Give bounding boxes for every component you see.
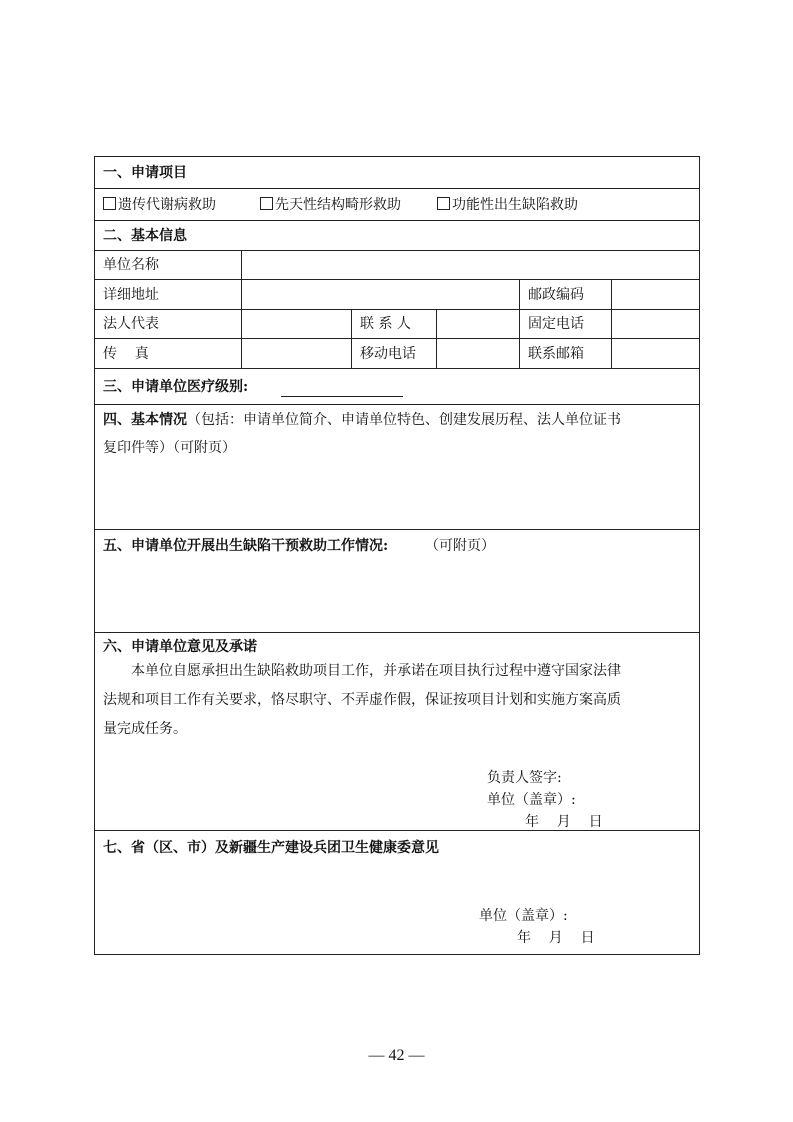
section1-options-row — [95, 189, 699, 221]
unit-name-label: 单位名称 — [103, 257, 159, 273]
postcode-label: 邮政编码 — [528, 287, 584, 303]
section5-row — [95, 530, 699, 633]
medical-level-field[interactable] — [281, 382, 403, 397]
legal-rep-label: 法人代表 — [103, 316, 159, 332]
unit-name-row — [95, 251, 699, 280]
email-label-cell — [519, 339, 612, 368]
legal-rep-row — [95, 310, 699, 339]
section4-desc-line2: 复印件等）（可附页） — [103, 440, 236, 456]
phone-label-cell — [519, 310, 612, 338]
section7-row — [95, 831, 699, 954]
email-label: 联系邮箱 — [528, 346, 584, 362]
section5-note: （可附页） — [425, 538, 495, 554]
checkbox-option-metabolic[interactable]: 遗传代谢病救助 — [103, 196, 216, 214]
checkbox-icon — [260, 197, 273, 210]
contact-label-cell — [351, 310, 437, 338]
application-form — [94, 156, 700, 955]
fax-row — [95, 339, 699, 369]
email-field[interactable] — [611, 339, 700, 368]
section6-row — [95, 633, 699, 831]
stamp-label: 单位（盖章）: — [487, 792, 576, 808]
section7-stamp-label: 单位（盖章）: — [479, 908, 568, 924]
section6-title: 六、申请单位意见及承诺 — [103, 639, 257, 655]
contact-label: 联 系 人 — [360, 316, 411, 332]
section2-title: 二、基本信息 — [103, 228, 187, 244]
checkbox-option-structural[interactable]: 先天性结构畸形救助 — [260, 196, 401, 214]
contact-field[interactable] — [436, 310, 520, 338]
section6-body-line1: 本单位自愿承担出生缺陷救助项目工作，并承诺在项目执行过程中遵守国家法律 — [131, 663, 621, 679]
legal-rep-field[interactable] — [241, 310, 352, 338]
section2-title-row — [95, 221, 699, 251]
checkbox-icon — [437, 197, 450, 210]
section7-date-label: 年 月 日 — [517, 930, 595, 946]
mobile-field[interactable] — [436, 339, 520, 368]
page-number: — 42 — — [368, 1047, 425, 1064]
phone-label: 固定电话 — [528, 316, 584, 332]
address-field[interactable] — [241, 280, 520, 309]
checkbox-option-functional[interactable]: 功能性出生缺陷救助 — [437, 196, 578, 214]
section3-row — [95, 369, 699, 405]
postcode-label-cell — [519, 280, 612, 309]
unit-name-field[interactable] — [241, 251, 700, 279]
section1-title-row — [95, 157, 699, 189]
mobile-label: 移动电话 — [360, 346, 416, 362]
fax-label: 传 真 — [103, 346, 149, 362]
section4-desc-line1: （包括：申请单位简介、申请单位特色、创建发展历程、法人单位证书 — [187, 412, 621, 428]
postcode-field[interactable] — [611, 280, 700, 309]
phone-field[interactable] — [611, 310, 700, 338]
mobile-label-cell — [351, 339, 437, 368]
fax-field[interactable] — [241, 339, 352, 368]
date-label: 年 月 日 — [525, 814, 603, 830]
section5-title: 五、申请单位开展出生缺陷干预救助工作情况: — [103, 538, 389, 554]
address-row — [95, 280, 699, 310]
checkbox-icon — [103, 197, 116, 210]
section7-title: 七、省（区、市）及新疆生产建设兵团卫生健康委意见 — [103, 840, 439, 856]
section6-body-line3: 量完成任务。 — [103, 721, 187, 737]
section3-title: 三、申请单位医疗级别: — [103, 379, 249, 395]
section6-body-line2: 法规和项目工作有关要求，恪尽职守、不弄虚作假，保证按项目计划和实施方案高质 — [103, 692, 621, 708]
section4-title: 四、基本情况 — [103, 412, 187, 428]
address-label: 详细地址 — [103, 287, 159, 303]
section4-row — [95, 405, 699, 530]
section1-title: 一、申请项目 — [103, 165, 187, 181]
signature-label: 负责人签字: — [487, 770, 562, 786]
